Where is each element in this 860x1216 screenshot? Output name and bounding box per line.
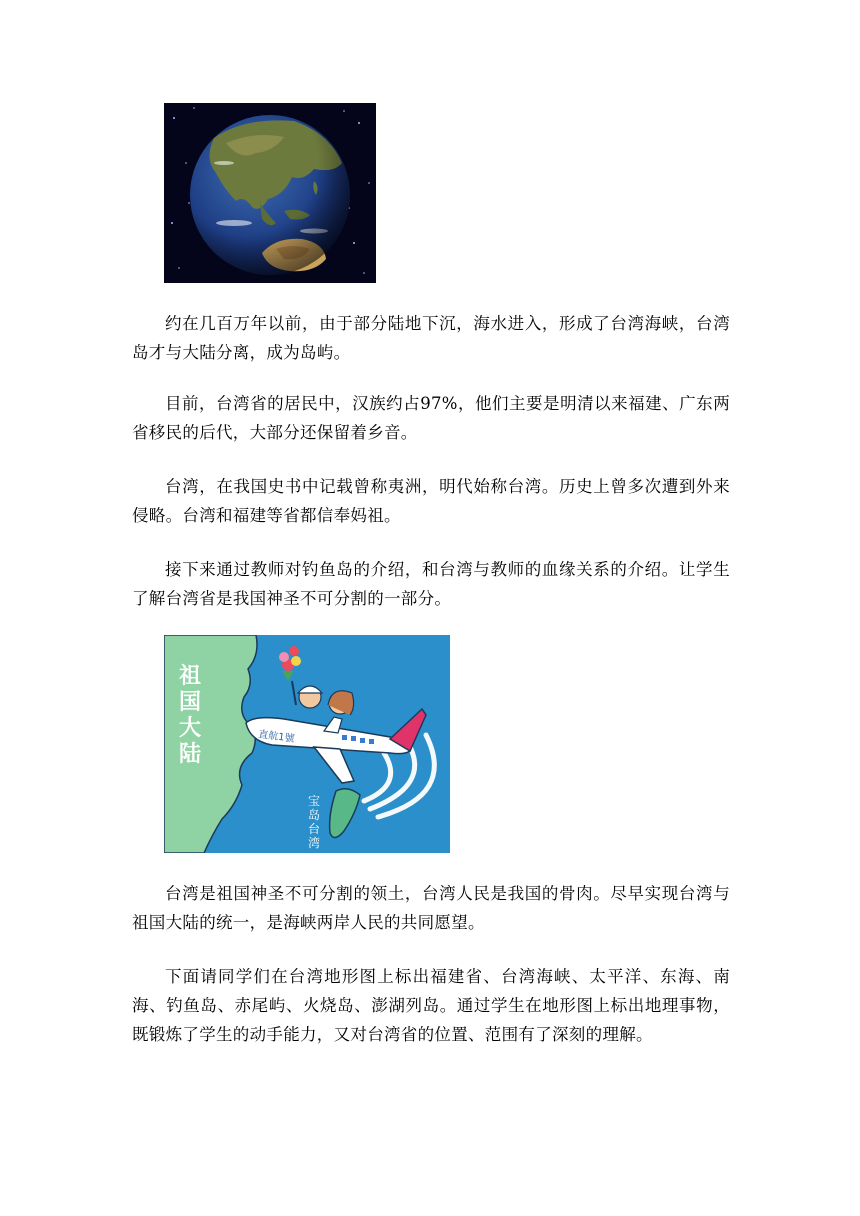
svg-text:岛: 岛 xyxy=(307,808,321,822)
taiwan-label xyxy=(308,794,320,850)
paragraph-reunification: 台湾是祖国神圣不可分割的领土，台湾人民是我国的骨肉。尽早实现台湾与祖国大陆的统一，是海峡两岸人民的共同愿望。 xyxy=(132,884,730,932)
cartoon-svg xyxy=(164,635,450,853)
plane-label: 直航1號 xyxy=(257,729,296,746)
svg-text:大: 大 xyxy=(178,716,202,741)
svg-text:祖: 祖 xyxy=(178,664,202,689)
paragraph-diaoyu-intro: 接下来通过教师对钓鱼岛的介绍，和台湾与教师的血缘关系的介绍。让学生了解台湾省是我国神圣不可分割的一部分。 xyxy=(132,560,730,608)
globe-svg xyxy=(164,103,376,283)
paragraph-map-exercise: 下面请同学们在台湾地形图上标出福建省、台湾海峡、太平洋、东海、南海、钓鱼岛、赤尾屿、火烧岛、澎湖列岛。通过学生在地形图上标出地理事物，既锻炼了学生的动手能力，又对台湾省的位置、范围有了深刻的理解。 xyxy=(132,967,730,1044)
paragraph-history: 台湾，在我国史书中记载曾称夷洲，明代始称台湾。历史上曾多次遭到外来侵略。台湾和福建等省都信奉妈祖。 xyxy=(132,477,730,525)
svg-text:湾: 湾 xyxy=(307,836,321,850)
svg-text:台: 台 xyxy=(307,822,321,836)
paragraph-population: 目前，台湾省的居民中，汉族约占97%，他们主要是明清以来福建、广东两省移民的后代，大部分还保留着乡音。 xyxy=(132,394,730,442)
direct-flight-cartoon-image xyxy=(164,635,450,853)
svg-text:宝: 宝 xyxy=(307,794,321,808)
svg-text:国: 国 xyxy=(178,690,202,715)
svg-text:陆: 陆 xyxy=(178,742,202,767)
earth-globe-image xyxy=(164,103,376,283)
paragraph-strait-formation: 约在几百万年以前，由于部分陆地下沉，海水进入，形成了台湾海峡，台湾岛才与大陆分离，成为岛屿。 xyxy=(132,314,730,362)
